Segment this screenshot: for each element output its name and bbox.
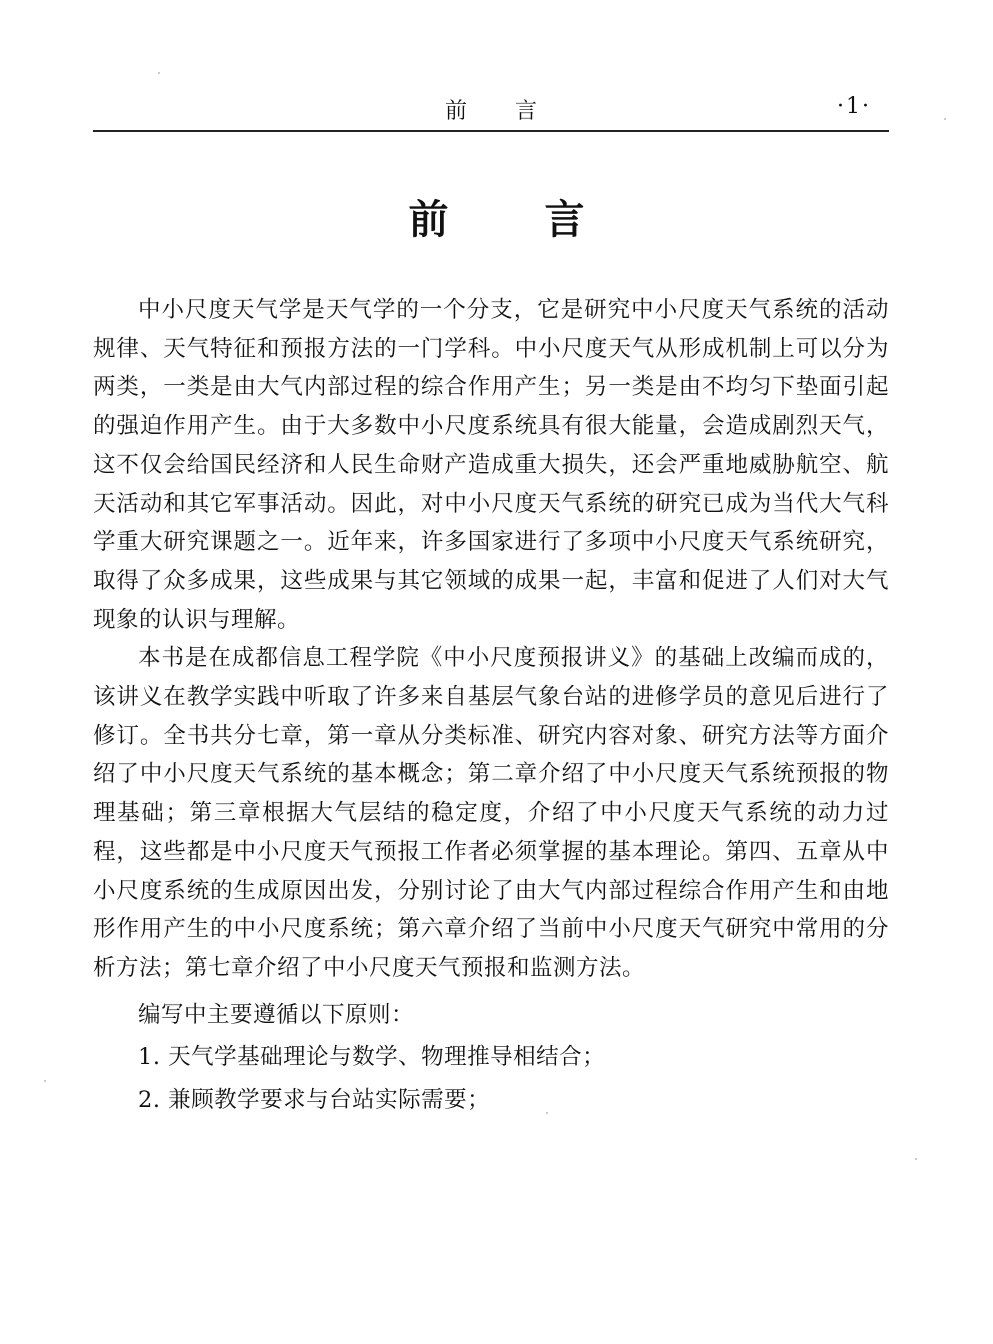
scan-speck — [546, 1112, 548, 1114]
principle-item-2: 2. 兼顾教学要求与台站实际需要； — [138, 1087, 491, 1114]
scan-speck — [44, 1080, 46, 1082]
running-header — [93, 90, 889, 132]
principle-item-1: 1. 天气学基础理论与数学、物理推导相结合； — [138, 1044, 606, 1071]
principles-intro: 编写中主要遵循以下原则： — [138, 1001, 415, 1028]
scan-speck — [944, 118, 946, 120]
paragraph-2: 本书是在成都信息工程学院《中小尺度预报讲义》的基础上改编而成的，该讲义在教学实践中听取了许多来自基层气象台站的进修学员的意见后进行了修订。全书共分七章，第一章从分类标准、研究内容对象、研究方法等方面介绍了中小尺度天气系统的基本概念；第二章介绍了中小尺度天气系统预报的物理基础；第三章根据大气层结的稳定度，介绍了中小尺度天气系统的动力过程，这些都是中小尺度天气预报工作者必须掌握的基本理论。第四、五章从中小尺度系统的生成原因出发，分别讨论了由大气内部过程综合作用产生和由地形作用产生的中小尺度系统；第六章介绍了当前中小尺度天气研究中常用的分析方法；第七章介绍了中小尺度天气预报和监测方法。 — [93, 645, 889, 981]
paragraph-1: 中小尺度天气学是天气学的一个分支，它是研究中小尺度天气系统的活动规律、天气特征和预报方法的一门学科。中小尺度天气从形成机制上可以分为两类，一类是由大气内部过程的综合作用产生；另一类是由不均匀下垫面引起的强迫作用产生。由于大多数中小尺度系统具有很大能量，会造成剧烈天气，这不仅会给国民经济和人民生命财产造成重大损失，还会严重地威胁航空、航天活动和其它军事活动。因此，对中小尺度天气系统的研究已成为当代大气科学重大研究课题之一。近年来，许多国家进行了多项中小尺度天气系统研究，取得了众多成果，这些成果与其它领域的成果一起，丰富和促进了人们对大气现象的认识与理解。 — [93, 297, 889, 633]
running-title: 前言 — [444, 99, 585, 124]
scan-speck — [915, 1158, 917, 1160]
page-number: ·1· — [837, 94, 871, 119]
scan-speck — [158, 72, 160, 74]
chapter-title: 前言 — [408, 196, 681, 243]
body-text — [93, 291, 889, 1120]
